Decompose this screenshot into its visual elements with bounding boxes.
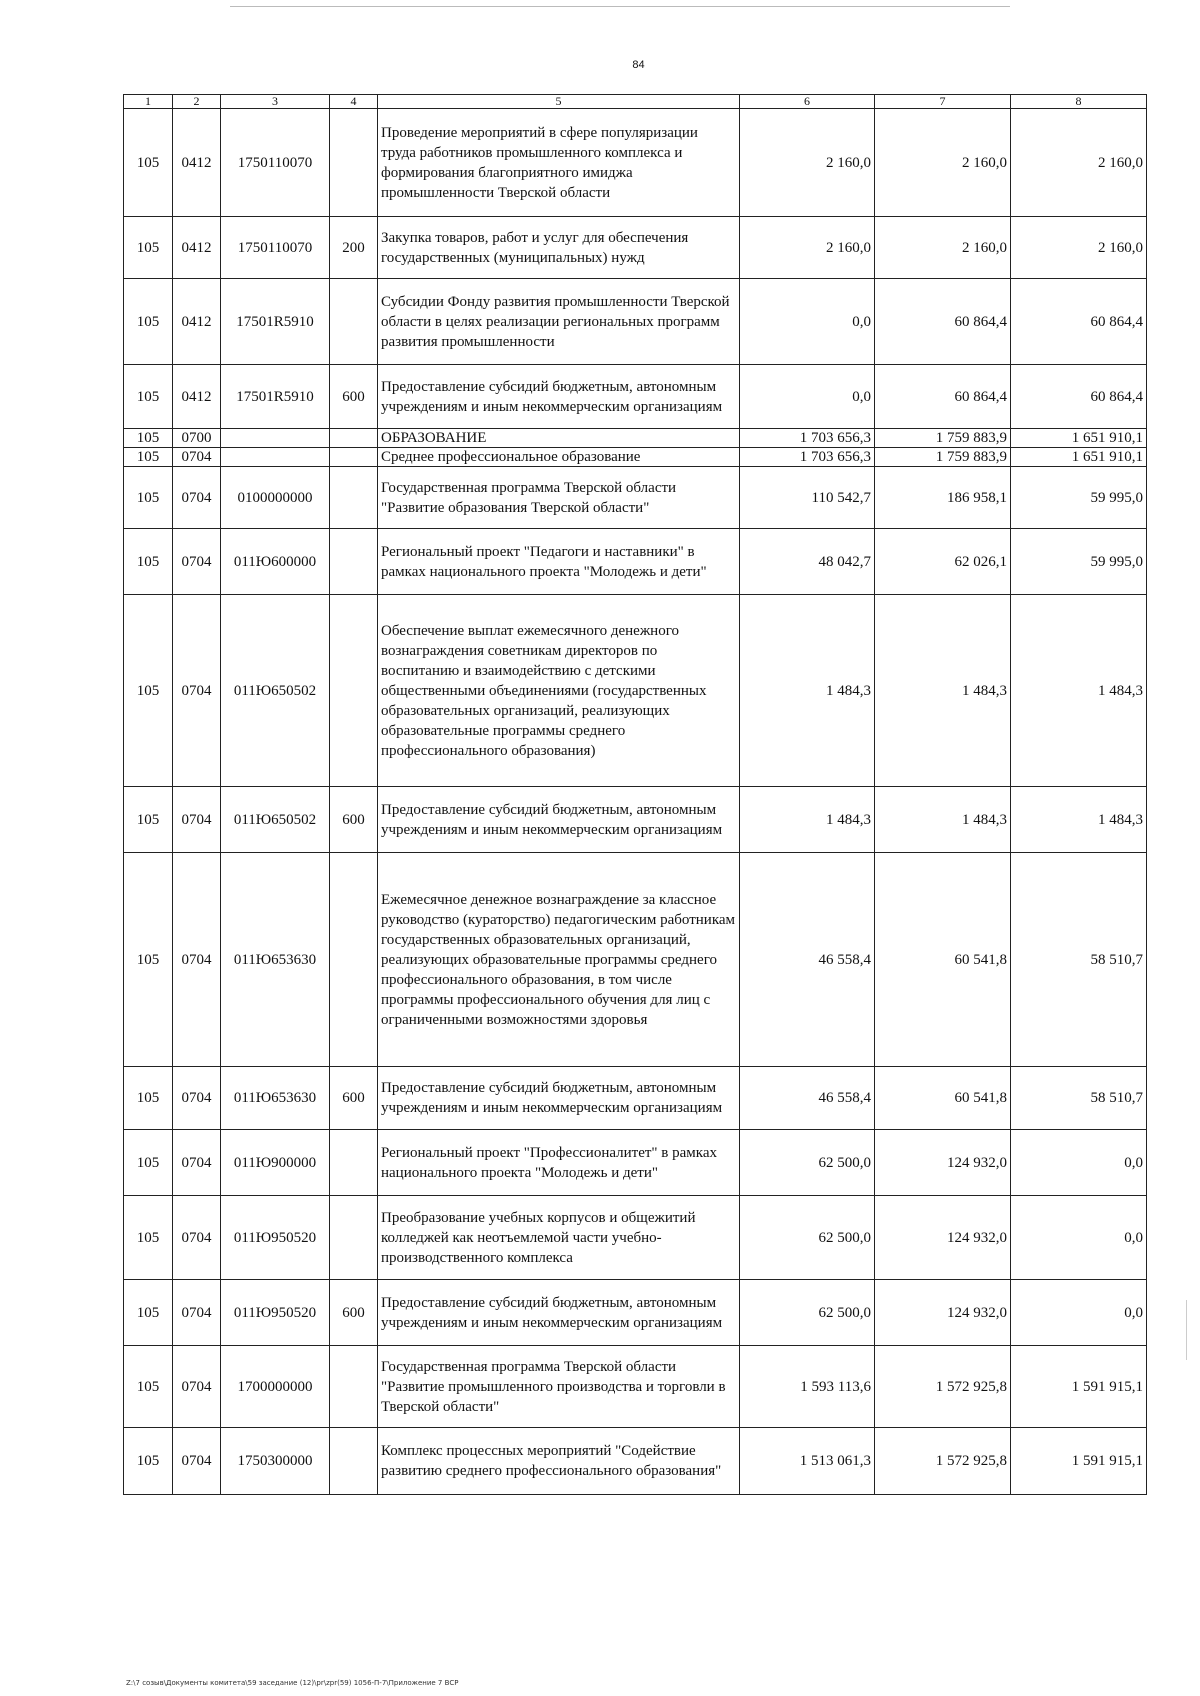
table-row	[124, 787, 1147, 853]
target-code-cell: 1750300000	[221, 1428, 330, 1495]
amount-cell-col7: 60 864,4	[875, 365, 1011, 429]
expense-type-cell	[330, 1196, 378, 1280]
table-row	[124, 1067, 1147, 1130]
expense-type-cell: 600	[330, 1280, 378, 1346]
amount-cell-col6: 46 558,4	[740, 1067, 875, 1130]
admin-code-cell: 105	[124, 1196, 173, 1280]
admin-code-cell: 105	[124, 787, 173, 853]
description-cell: Предоставление субсидий бюджетным, автономным учреждениям и иным некоммерческим организациям	[378, 365, 740, 429]
admin-code-cell: 105	[124, 467, 173, 529]
amount-cell-col7: 186 958,1	[875, 467, 1011, 529]
description-cell: Государственная программа Тверской области "Развитие промышленного производства и торговли в Тверской области"	[378, 1346, 740, 1428]
admin-code-cell: 105	[124, 853, 173, 1067]
expense-type-cell	[330, 1346, 378, 1428]
column-header: 1	[124, 95, 173, 109]
expense-type-cell	[330, 429, 378, 448]
amount-cell-col7: 62 026,1	[875, 529, 1011, 595]
amount-cell-col6: 2 160,0	[740, 109, 875, 217]
table-row	[124, 595, 1147, 787]
target-code-cell: 011Ю653630	[221, 853, 330, 1067]
table-row	[124, 1280, 1147, 1346]
amount-cell-col7: 1 572 925,8	[875, 1346, 1011, 1428]
expense-type-cell	[330, 853, 378, 1067]
amount-cell-col6: 62 500,0	[740, 1196, 875, 1280]
admin-code-cell: 105	[124, 448, 173, 467]
target-code-cell: 011Ю600000	[221, 529, 330, 595]
table-row	[124, 1196, 1147, 1280]
table-row	[124, 217, 1147, 279]
amount-cell-col8: 0,0	[1011, 1130, 1147, 1196]
expense-type-cell	[330, 1428, 378, 1495]
description-cell: Ежемесячное денежное вознаграждение за классное руководство (кураторство) педагогическим работникам государственных образовательных организаций, реализующих образовательные программы среднего профессионального образования, в том числе программы профессионального обучения для лиц с ограниченными возможностями здоровья	[378, 853, 740, 1067]
amount-cell-col6: 2 160,0	[740, 217, 875, 279]
admin-code-cell: 105	[124, 109, 173, 217]
target-code-cell: 1750110070	[221, 109, 330, 217]
admin-code-cell: 105	[124, 595, 173, 787]
amount-cell-col8: 60 864,4	[1011, 365, 1147, 429]
section-code-cell: 0704	[173, 467, 221, 529]
amount-cell-col8: 58 510,7	[1011, 853, 1147, 1067]
target-code-cell: 1750110070	[221, 217, 330, 279]
expense-type-cell: 600	[330, 1067, 378, 1130]
target-code-cell: 011Ю950520	[221, 1196, 330, 1280]
table-row	[124, 429, 1147, 448]
amount-cell-col6: 0,0	[740, 365, 875, 429]
table-row	[124, 448, 1147, 467]
amount-cell-col7: 124 932,0	[875, 1280, 1011, 1346]
amount-cell-col8: 59 995,0	[1011, 467, 1147, 529]
description-cell: Обеспечение выплат ежемесячного денежного вознаграждения советникам директоров по воспитанию и взаимодействию с детскими общественными объединениями (государственных образовательных организаций, реализующих образовательные программы среднего профессионального образования)	[378, 595, 740, 787]
expense-type-cell: 600	[330, 787, 378, 853]
file-path-footer: Z:\7 созыв\Документы комитета\59 заседание (12)\pr\zpr(59) 1056-П-7\Приложение 7 ВСР	[126, 1679, 459, 1687]
expense-type-cell	[330, 595, 378, 787]
amount-cell-col6: 110 542,7	[740, 467, 875, 529]
amount-cell-col8: 59 995,0	[1011, 529, 1147, 595]
budget-table	[123, 94, 1147, 1495]
amount-cell-col8: 0,0	[1011, 1280, 1147, 1346]
amount-cell-col7: 1 759 883,9	[875, 429, 1011, 448]
description-cell: Предоставление субсидий бюджетным, автономным учреждениям и иным некоммерческим организациям	[378, 787, 740, 853]
description-cell: Предоставление субсидий бюджетным, автономным учреждениям и иным некоммерческим организациям	[378, 1067, 740, 1130]
section-code-cell: 0412	[173, 365, 221, 429]
table-row	[124, 1346, 1147, 1428]
amount-cell-col6: 1 703 656,3	[740, 448, 875, 467]
table-row	[124, 1428, 1147, 1495]
amount-cell-col8: 1 651 910,1	[1011, 448, 1147, 467]
section-code-cell: 0704	[173, 1346, 221, 1428]
amount-cell-col8: 1 591 915,1	[1011, 1346, 1147, 1428]
amount-cell-col6: 1 703 656,3	[740, 429, 875, 448]
amount-cell-col7: 2 160,0	[875, 217, 1011, 279]
column-header: 6	[740, 95, 875, 109]
description-cell: ОБРАЗОВАНИЕ	[378, 429, 740, 448]
amount-cell-col8: 1 591 915,1	[1011, 1428, 1147, 1495]
target-code-cell: 17501R5910	[221, 365, 330, 429]
section-code-cell: 0704	[173, 1428, 221, 1495]
expense-type-cell	[330, 279, 378, 365]
amount-cell-col6: 1 513 061,3	[740, 1428, 875, 1495]
target-code-cell: 17501R5910	[221, 279, 330, 365]
column-header: 8	[1011, 95, 1147, 109]
description-cell: Среднее профессиональное образование	[378, 448, 740, 467]
description-cell: Проведение мероприятий в сфере популяризации труда работников промышленного комплекса и формирования благоприятного имиджа промышленности Тверской области	[378, 109, 740, 217]
target-code-cell: 011Ю900000	[221, 1130, 330, 1196]
table-row	[124, 529, 1147, 595]
section-code-cell: 0412	[173, 279, 221, 365]
amount-cell-col6: 48 042,7	[740, 529, 875, 595]
section-code-cell: 0704	[173, 529, 221, 595]
target-code-cell: 011Ю950520	[221, 1280, 330, 1346]
section-code-cell: 0704	[173, 448, 221, 467]
amount-cell-col6: 46 558,4	[740, 853, 875, 1067]
column-header: 3	[221, 95, 330, 109]
section-code-cell: 0704	[173, 1196, 221, 1280]
amount-cell-col8: 58 510,7	[1011, 1067, 1147, 1130]
header-row	[124, 95, 1147, 109]
amount-cell-col6: 1 484,3	[740, 787, 875, 853]
description-cell: Предоставление субсидий бюджетным, автономным учреждениям и иным некоммерческим организациям	[378, 1280, 740, 1346]
column-header: 2	[173, 95, 221, 109]
target-code-cell: 011Ю650502	[221, 595, 330, 787]
description-cell: Региональный проект "Профессионалитет" в рамках национального проекта "Молодежь и дети"	[378, 1130, 740, 1196]
admin-code-cell: 105	[124, 1428, 173, 1495]
target-code-cell: 011Ю650502	[221, 787, 330, 853]
section-code-cell: 0704	[173, 595, 221, 787]
expense-type-cell	[330, 467, 378, 529]
expense-type-cell	[330, 529, 378, 595]
section-code-cell: 0704	[173, 1130, 221, 1196]
amount-cell-col7: 60 864,4	[875, 279, 1011, 365]
target-code-cell	[221, 448, 330, 467]
amount-cell-col6: 62 500,0	[740, 1280, 875, 1346]
column-header: 5	[378, 95, 740, 109]
section-code-cell: 0412	[173, 217, 221, 279]
amount-cell-col7: 124 932,0	[875, 1196, 1011, 1280]
table-row	[124, 279, 1147, 365]
amount-cell-col6: 1 484,3	[740, 595, 875, 787]
admin-code-cell: 105	[124, 1280, 173, 1346]
section-code-cell: 0704	[173, 1067, 221, 1130]
admin-code-cell: 105	[124, 529, 173, 595]
admin-code-cell: 105	[124, 279, 173, 365]
amount-cell-col8: 1 651 910,1	[1011, 429, 1147, 448]
table-row	[124, 1130, 1147, 1196]
table-row	[124, 109, 1147, 217]
expense-type-cell	[330, 109, 378, 217]
section-code-cell: 0700	[173, 429, 221, 448]
expense-type-cell: 600	[330, 365, 378, 429]
amount-cell-col7: 124 932,0	[875, 1130, 1011, 1196]
table-row	[124, 467, 1147, 529]
section-code-cell: 0704	[173, 853, 221, 1067]
amount-cell-col6: 1 593 113,6	[740, 1346, 875, 1428]
amount-cell-col7: 1 572 925,8	[875, 1428, 1011, 1495]
description-cell: Региональный проект "Педагоги и наставники" в рамках национального проекта "Молодежь и дети"	[378, 529, 740, 595]
amount-cell-col8: 2 160,0	[1011, 109, 1147, 217]
admin-code-cell: 105	[124, 365, 173, 429]
amount-cell-col8: 0,0	[1011, 1196, 1147, 1280]
amount-cell-col8: 1 484,3	[1011, 595, 1147, 787]
amount-cell-col7: 60 541,8	[875, 1067, 1011, 1130]
expense-type-cell	[330, 448, 378, 467]
description-cell: Субсидии Фонду развития промышленности Тверской области в целях реализации региональных программ развития промышленности	[378, 279, 740, 365]
expense-type-cell: 200	[330, 217, 378, 279]
section-code-cell: 0704	[173, 787, 221, 853]
amount-cell-col8: 1 484,3	[1011, 787, 1147, 853]
amount-cell-col7: 1 484,3	[875, 787, 1011, 853]
target-code-cell: 0100000000	[221, 467, 330, 529]
amount-cell-col7: 2 160,0	[875, 109, 1011, 217]
scan-artifact-line	[230, 6, 1010, 7]
column-header: 4	[330, 95, 378, 109]
table-row	[124, 365, 1147, 429]
expense-type-cell	[330, 1130, 378, 1196]
amount-cell-col6: 62 500,0	[740, 1130, 875, 1196]
amount-cell-col8: 60 864,4	[1011, 279, 1147, 365]
admin-code-cell: 105	[124, 1067, 173, 1130]
amount-cell-col7: 60 541,8	[875, 853, 1011, 1067]
amount-cell-col7: 1 484,3	[875, 595, 1011, 787]
amount-cell-col7: 1 759 883,9	[875, 448, 1011, 467]
page-number: 84	[632, 59, 645, 71]
target-code-cell	[221, 429, 330, 448]
admin-code-cell: 105	[124, 217, 173, 279]
section-code-cell: 0704	[173, 1280, 221, 1346]
column-header: 7	[875, 95, 1011, 109]
description-cell: Комплекс процессных мероприятий "Содействие развитию среднего профессионального образования"	[378, 1428, 740, 1495]
target-code-cell: 011Ю653630	[221, 1067, 330, 1130]
amount-cell-col6: 0,0	[740, 279, 875, 365]
admin-code-cell: 105	[124, 1346, 173, 1428]
target-code-cell: 1700000000	[221, 1346, 330, 1428]
amount-cell-col8: 2 160,0	[1011, 217, 1147, 279]
description-cell: Закупка товаров, работ и услуг для обеспечения государственных (муниципальных) нужд	[378, 217, 740, 279]
admin-code-cell: 105	[124, 429, 173, 448]
scan-artifact-line	[1186, 1300, 1187, 1360]
description-cell: Государственная программа Тверской области "Развитие образования Тверской области"	[378, 467, 740, 529]
description-cell: Преобразование учебных корпусов и общежитий колледжей как неотъемлемой части учебно-производственного комплекса	[378, 1196, 740, 1280]
admin-code-cell: 105	[124, 1130, 173, 1196]
table-row	[124, 853, 1147, 1067]
section-code-cell: 0412	[173, 109, 221, 217]
